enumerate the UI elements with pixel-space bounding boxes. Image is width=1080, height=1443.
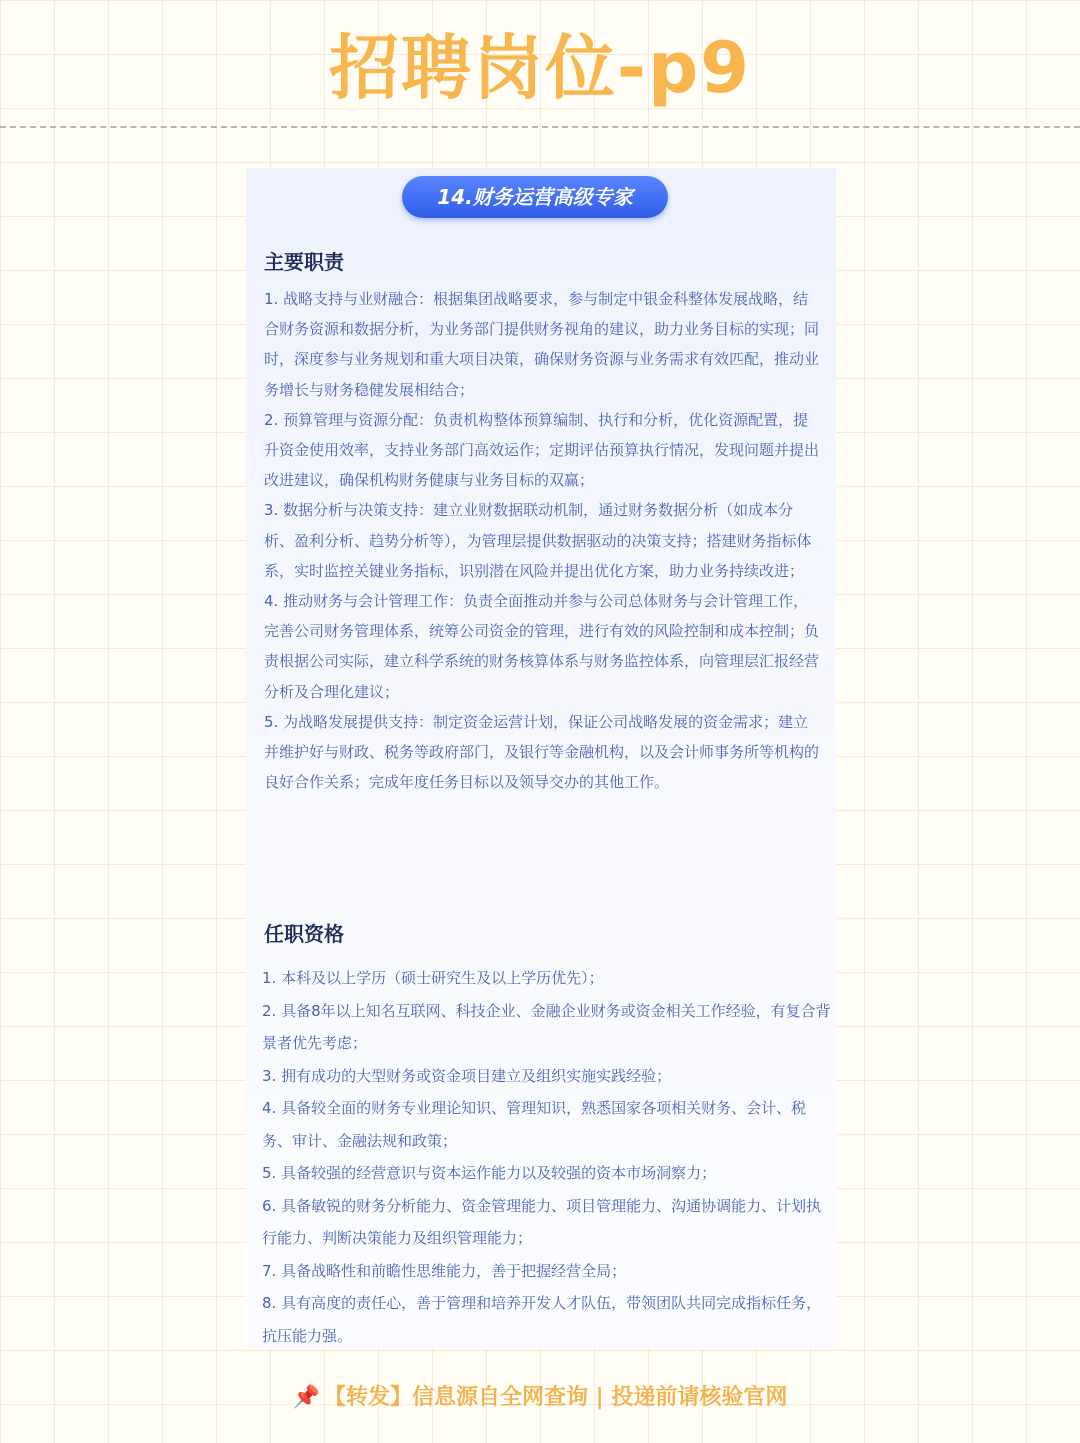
- responsibility-item: 2. 预算管理与资源分配：负责机构整体预算编制、执行和分析，优化资源配置，提升资金使用效率，支持业务部门高效运作；定期评估预算执行情况，发现问题并提出改进建议，确保机构财务健康与业务目标的双赢；: [264, 410, 820, 490]
- page-title: 招聘岗位-p9: [329, 27, 751, 109]
- responsibility-item: 3. 数据分析与决策支持：建立业财数据联动机制，通过财务数据分析（如成本分析、盈利分析、趋势分析等），为管理层提供数据驱动的决策支持；搭建财务指标体系，实时监控关键业务指标，识别潜在风险并提出优化方案，助力业务持续改进；: [264, 501, 812, 580]
- qualification-item: 3. 拥有成功的大型财务或资金项目建立及组织实施实践经验；: [262, 1066, 672, 1085]
- qualification-item: 6. 具备敏锐的财务分析能力、资金管理能力、项目管理能力、沟通协调能力、计划执行能力、判断决策能力及组织管理能力；: [262, 1196, 822, 1247]
- footer-text: 【转发】信息源自全网查询 | 投递前请核验官网: [324, 1385, 788, 1410]
- qualification-item: 7. 具备战略性和前瞻性思维能力，善于把握经营全局；: [262, 1261, 627, 1280]
- responsibilities-heading: 主要职责: [264, 250, 344, 274]
- job-card: [246, 168, 836, 1348]
- qualification-item: 8. 具有高度的责任心，善于管理和培养开发人才队伍，带领团队共同完成指标任务，抗压能力强。: [262, 1294, 822, 1345]
- footer-note: [0, 1380, 1080, 1416]
- qualification-item: 4. 具备较全面的财务专业理论知识、管理知识，熟悉国家各项相关财务、会计、税务、审计、金融法规和政策；: [262, 1099, 807, 1150]
- responsibility-item: 4. 推动财务与会计管理工作：负责全面推动并参与公司总体财务与会计管理工作，完善公司财务管理体系，统筹公司资金的管理，进行有效的风险控制和成本控制；负责根据公司实际，建立科学系统的财务核算体系与财务监控体系，向管理层汇报经营分析及合理化建议；: [264, 592, 820, 701]
- responsibilities-list: [264, 284, 820, 797]
- qualification-item: 2. 具备8年以上知名互联网、科技企业、金融企业财务或资金相关工作经验，有复合背景者优先考虑；: [262, 1001, 831, 1052]
- qualifications-heading: 任职资格: [264, 922, 344, 946]
- job-title-pill: 14.财务运营高级专家: [402, 176, 668, 218]
- responsibility-item: 5. 为战略发展提供支持：制定资金运营计划，保证公司战略发展的资金需求；建立并维护好与财政、税务等政府部门，及银行等金融机构，以及会计师事务所等机构的良好合作关系；完成年度任务目标以及领导交办的其他工作。: [264, 712, 820, 792]
- responsibility-item: 1. 战略支持与业财融合：根据集团战略要求，参与制定中银金科整体发展战略，结合财务资源和数据分析，为业务部门提供财务视角的建议，助力业务目标的实现；同时，深度参与业务规划和重大项目决策，确保财务资源与业务需求有效匹配，推动业务增长与财务稳健发展相结合；: [264, 290, 820, 399]
- pin-icon: 📌: [292, 1385, 321, 1410]
- qualifications-list: [262, 962, 832, 1352]
- qualification-item: 5. 具备较强的经营意识与资本运作能力以及较强的资本市场洞察力；: [262, 1164, 717, 1182]
- dashed-divider: [0, 126, 1080, 128]
- qualification-item: 1. 本科及以上学历（硕士研究生及以上学历优先）；: [262, 969, 604, 987]
